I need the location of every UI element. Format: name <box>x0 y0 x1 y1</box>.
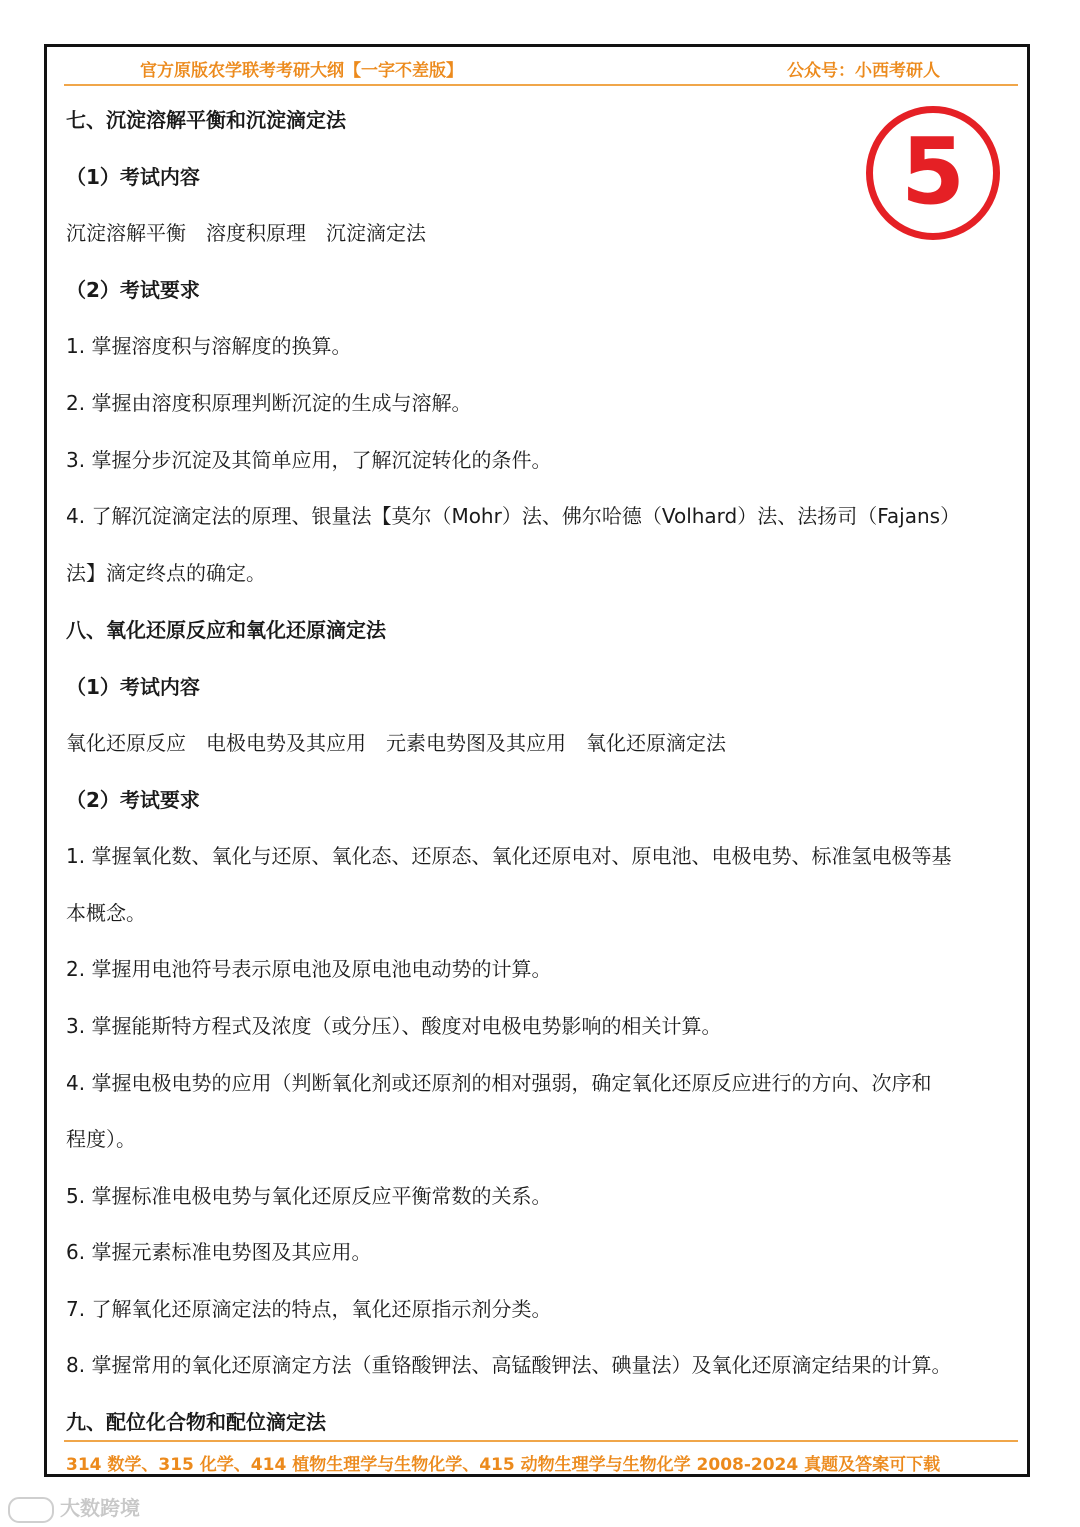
section-number-badge: 5 <box>866 106 1000 240</box>
page-header <box>64 56 1018 86</box>
requirement-item-continued: 程度）。 <box>66 1127 136 1151</box>
watermark-logo-icon <box>8 1497 54 1523</box>
requirement-item-continued: 法】滴定终点的确定。 <box>66 561 266 585</box>
section-heading-8: 八、氧化还原反应和氧化还原滴定法 <box>66 618 386 642</box>
requirement-item: 3. 掌握能斯特方程式及浓度（或分压）、酸度对电极电势影响的相关计算。 <box>66 1014 722 1038</box>
content-line: 氧化还原反应 电极电势及其应用 元素电势图及其应用 氧化还原滴定法 <box>66 731 726 755</box>
requirement-item: 7. 了解氧化还原滴定法的特点，氧化还原指示剂分类。 <box>66 1297 552 1321</box>
requirement-item: 1. 掌握溶度积与溶解度的换算。 <box>66 334 352 358</box>
requirement-item: 1. 掌握氧化数、氧化与还原、氧化态、还原态、氧化还原电对、原电池、电极电势、标准氢电极等基 <box>66 844 952 868</box>
page-footer <box>64 1440 1018 1476</box>
watermark-text: 大数跨境 <box>60 1496 140 1520</box>
header-account: 公众号：小西考研人 <box>787 61 940 81</box>
requirement-item: 6. 掌握元素标准电势图及其应用。 <box>66 1240 372 1264</box>
watermark <box>8 1492 140 1523</box>
section-heading-9: 九、配位化合物和配位滴定法 <box>66 1410 326 1434</box>
footer-text: 314 数学、315 化学、414 植物生理学与生物化学、415 动物生理学与生物化学 2008-2024 真题及答案可下载 <box>66 1455 941 1475</box>
content-line: 沉淀溶解平衡 溶度积原理 沉淀滴定法 <box>66 221 426 245</box>
requirement-item-continued: 本概念。 <box>66 901 146 925</box>
subheading-exam-requirements: （2）考试要求 <box>66 278 200 302</box>
requirement-item: 2. 掌握由溶度积原理判断沉淀的生成与溶解。 <box>66 391 472 415</box>
requirement-item: 4. 掌握电极电势的应用（判断氧化剂或还原剂的相对强弱，确定氧化还原反应进行的方向、次序和 <box>66 1071 932 1095</box>
subheading-exam-requirements: （2）考试要求 <box>66 788 200 812</box>
requirement-item: 3. 掌握分步沉淀及其简单应用，了解沉淀转化的条件。 <box>66 448 552 472</box>
subheading-exam-content: （1）考试内容 <box>66 165 200 189</box>
requirement-item: 2. 掌握用电池符号表示原电池及原电池电动势的计算。 <box>66 957 552 981</box>
section-heading-7: 七、沉淀溶解平衡和沉淀滴定法 <box>66 108 346 132</box>
subheading-exam-content: （1）考试内容 <box>66 675 200 699</box>
header-title: 官方原版农学联考考研大纲【一字不差版】 <box>140 61 463 81</box>
requirement-item: 5. 掌握标准电极电势与氧化还原反应平衡常数的关系。 <box>66 1184 552 1208</box>
requirement-item: 4. 了解沉淀滴定法的原理、银量法【莫尔（Mohr）法、佛尔哈德（Volhard）法、法扬司（Fajans） <box>66 504 961 528</box>
requirement-item: 8. 掌握常用的氧化还原滴定方法（重铬酸钾法、高锰酸钾法、碘量法）及氧化还原滴定结果的计算。 <box>66 1353 952 1377</box>
